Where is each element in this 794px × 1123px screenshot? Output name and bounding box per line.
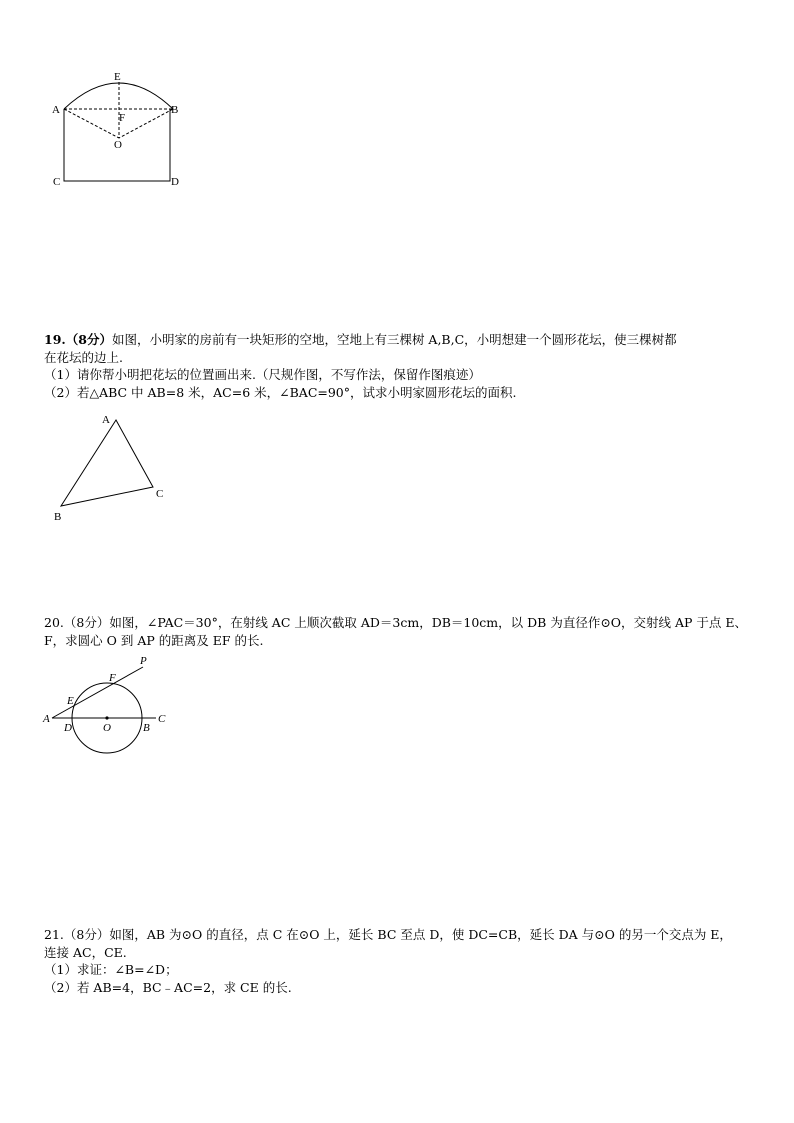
label-f: F	[109, 672, 116, 684]
label-b: B	[171, 104, 179, 116]
q19-number: 19.（8分）	[44, 332, 112, 347]
label-d: D	[64, 722, 72, 734]
label-p: P	[140, 655, 147, 667]
label-e: E	[67, 695, 74, 707]
segment-ao	[64, 109, 119, 138]
triangle-abc	[61, 420, 153, 506]
label-b: B	[143, 722, 150, 734]
q19-part2: （2）若△ABC 中 AB=8 米，AC=6 米，∠BAC=90°，试求小明家圆形花坛的面积.	[44, 384, 517, 400]
label-c: C	[156, 488, 164, 500]
ray-ap	[52, 667, 143, 718]
q19-part1: （1）请你帮小明把花坛的位置画出来.（尺规作图，不写作法，保留作图痕迹）	[44, 367, 481, 382]
label-c: C	[158, 713, 166, 725]
figure-20	[40, 650, 180, 765]
label-a: A	[43, 713, 50, 725]
q20-line1: 如图，∠PAC＝30°，在射线 AC 上顺次截取 AD＝3cm，DB＝10cm，以 DB 为直径作⊙O，交射线 AP 于点 E、	[109, 615, 748, 630]
question-19	[44, 331, 756, 401]
q21-line2: 连接 AC，CE.	[44, 944, 127, 960]
label-o: O	[103, 722, 111, 734]
center-point-o	[105, 716, 108, 719]
q21-part2: （2）若 AB=4，BC﹣AC=2，求 CE 的长.	[44, 979, 292, 995]
question-20	[44, 614, 756, 649]
question-21	[44, 926, 756, 996]
figure-18	[40, 65, 200, 195]
label-f: F	[119, 112, 126, 124]
label-d: D	[171, 176, 179, 188]
q19-line2: 在花坛的边上.	[44, 349, 123, 365]
figure-19	[40, 405, 180, 530]
label-o: O	[114, 139, 122, 151]
label-b: B	[54, 511, 62, 523]
arc-ab	[64, 83, 173, 109]
q21-part1: （1）求证：∠B=∠D；	[44, 962, 178, 977]
q19-line1: 如图，小明家的房前有一块矩形的空地，空地上有三棵树 A,B,C，小明想建一个圆形花坛，使三棵树都	[111, 332, 677, 347]
q20-number: 20.（8分）	[44, 615, 110, 630]
q21-line1: 如图，AB 为⊙O 的直径，点 C 在⊙O 上，延长 BC 至点 D，使 DC=CB，延长 DA 与⊙O 的另一个交点为 E，	[109, 927, 732, 942]
label-a: A	[102, 414, 110, 426]
label-c: C	[53, 176, 61, 188]
label-e: E	[114, 71, 121, 83]
q21-number: 21.（8分）	[44, 927, 110, 942]
q20-line2: F，求圆心 O 到 AP 的距离及 EF 的长.	[44, 632, 264, 648]
segment-bo	[119, 109, 173, 138]
label-a: A	[52, 104, 60, 116]
